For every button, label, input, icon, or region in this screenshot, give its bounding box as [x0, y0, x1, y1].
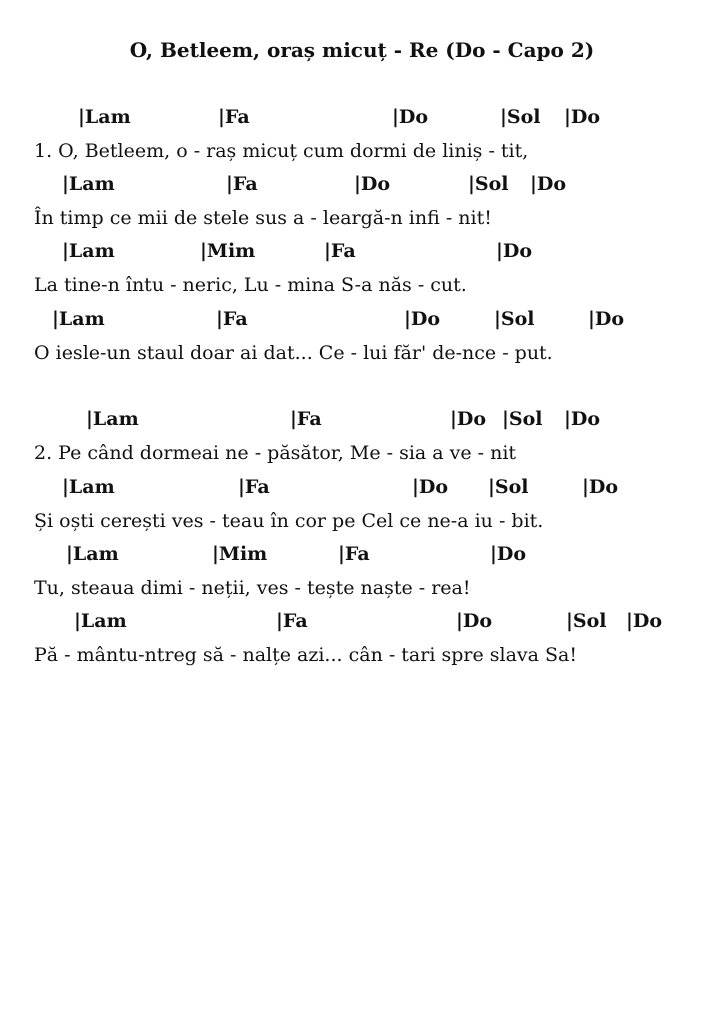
chord: |Lam [62, 173, 115, 195]
lyric-text: 1. O, Betleem, o - raș micuț cum dormi de liniș - tit, [34, 140, 529, 162]
chord: |Sol [502, 408, 543, 430]
chord: |Fa [238, 476, 270, 498]
chord: |Do [490, 543, 527, 565]
chord-line [0, 543, 724, 571]
chord: |Lam [62, 240, 115, 262]
chord: |Fa [290, 408, 322, 430]
chord: |Sol [566, 610, 607, 632]
lyric-line [0, 274, 724, 302]
chord-line [0, 408, 724, 436]
chord: |Sol [488, 476, 529, 498]
lyric-text: Tu, steaua dimi - neții, ves - tește naște - rea! [34, 577, 471, 599]
chord: |Do [626, 610, 663, 632]
lyric-line [0, 644, 724, 672]
chord-line [0, 240, 724, 268]
chord: |Do [588, 308, 625, 330]
chord: |Fa [338, 543, 370, 565]
chord: |Mim [200, 240, 256, 262]
chord: |Fa [218, 106, 250, 128]
chord-line [0, 106, 724, 134]
chord: |Fa [276, 610, 308, 632]
chord: |Do [456, 610, 493, 632]
chord: |Do [564, 408, 601, 430]
chord: |Fa [216, 308, 248, 330]
lyric-text: O iesle-un staul doar ai dat... Ce - lui făr' de-nce - put. [34, 342, 553, 364]
chord: |Lam [66, 543, 119, 565]
chord-line [0, 476, 724, 504]
chord-line [0, 173, 724, 201]
lyric-line [0, 207, 724, 235]
chord: |Lam [62, 476, 115, 498]
chord: |Lam [86, 408, 139, 430]
chord-line [0, 610, 724, 638]
chord: |Mim [212, 543, 268, 565]
lyric-line [0, 510, 724, 538]
chord: |Do [404, 308, 441, 330]
chord: |Lam [74, 610, 127, 632]
chord: |Lam [78, 106, 131, 128]
chord: |Do [392, 106, 429, 128]
lyric-line [0, 140, 724, 168]
chord: |Do [450, 408, 487, 430]
chord: |Do [354, 173, 391, 195]
lyric-line [0, 577, 724, 605]
chord: |Do [530, 173, 567, 195]
lyric-text: La tine-n întu - neric, Lu - mina S-a năs - cut. [34, 274, 467, 296]
lyric-text: 2. Pe când dormeai ne - păsător, Me - sia a ve - nit [34, 442, 517, 464]
song-title: O, Betleem, oraș micuț - Re (Do - Capo 2) [129, 38, 595, 62]
chord: |Do [412, 476, 449, 498]
chord-line [0, 308, 724, 336]
chord: |Do [564, 106, 601, 128]
lyric-text: Și oști cerești ves - teau în cor pe Cel ce ne-a iu - bit. [34, 510, 544, 532]
chord: |Do [582, 476, 619, 498]
chord: |Fa [226, 173, 258, 195]
lyric-line [0, 442, 724, 470]
chord: |Do [496, 240, 533, 262]
lyric-text: Pă - mântu-ntreg să - nalțe azi... cân - tari spre slava Sa! [34, 644, 577, 666]
chord: |Fa [324, 240, 356, 262]
lyric-text: În timp ce mii de stele sus a - leargă-n infi - nit! [34, 207, 492, 229]
chord: |Sol [468, 173, 509, 195]
lyric-line [0, 342, 724, 370]
chord: |Sol [500, 106, 541, 128]
chord: |Lam [52, 308, 105, 330]
chord: |Sol [494, 308, 535, 330]
